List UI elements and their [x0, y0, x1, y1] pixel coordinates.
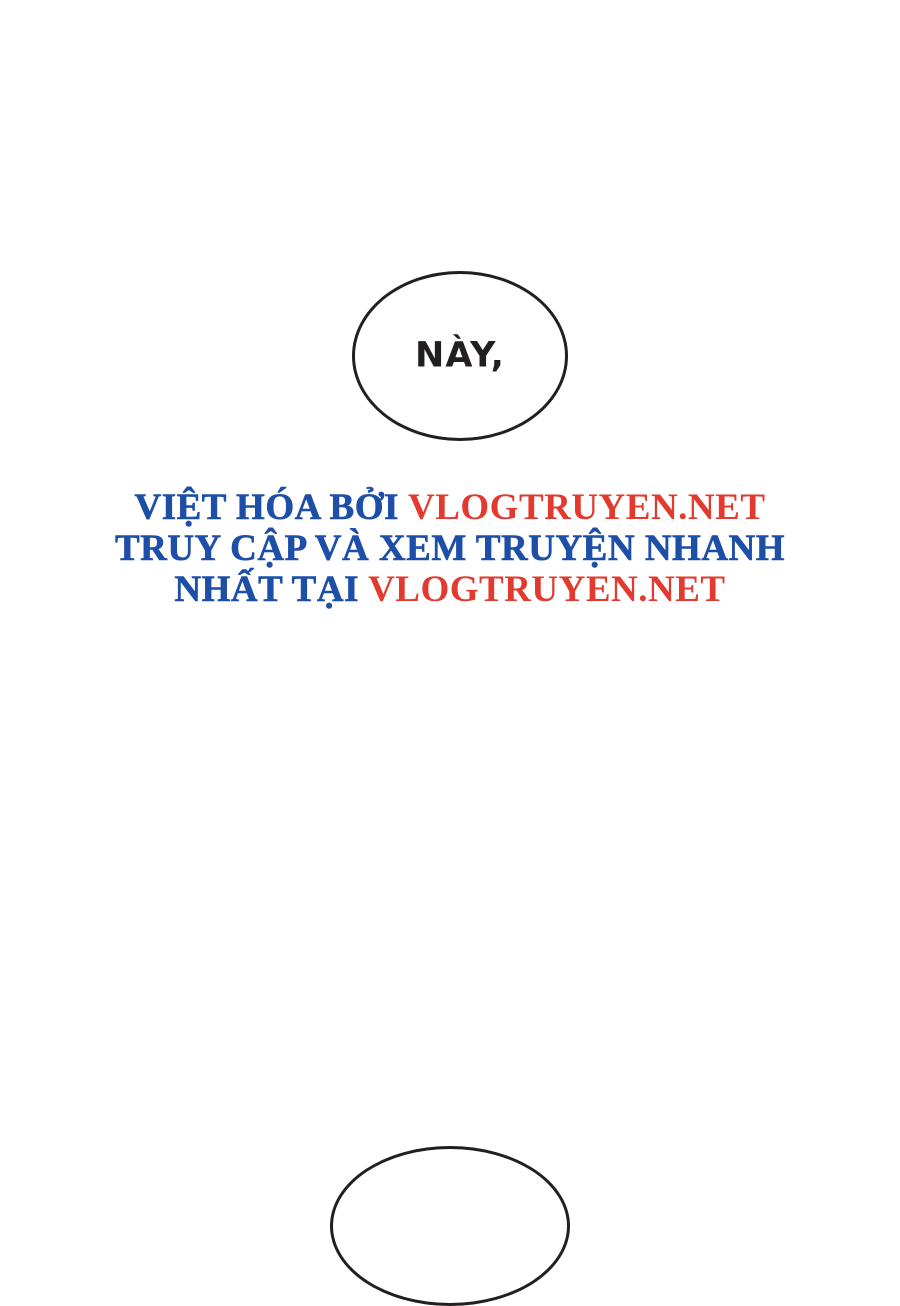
speech-bubble-top-text: NÀY, [415, 335, 505, 376]
speech-bubble-top [352, 271, 568, 441]
watermark-line-1-site: VLOGTRUYEN.NET [407, 487, 766, 528]
watermark-line-3 [0, 569, 900, 610]
speech-bubble-bottom-partial [330, 1146, 570, 1306]
watermark-line-2: TRUY CẬP VÀ XEM TRUYỆN NHANH [114, 528, 786, 569]
watermark-line-1 [0, 487, 900, 528]
watermark [0, 487, 900, 610]
watermark-line-1-prefix: VIỆT HÓA BỞI [134, 487, 408, 528]
watermark-line-3-site: VLOGTRUYEN.NET [368, 569, 726, 610]
watermark-line-3-prefix: NHẤT TẠI [174, 569, 369, 610]
